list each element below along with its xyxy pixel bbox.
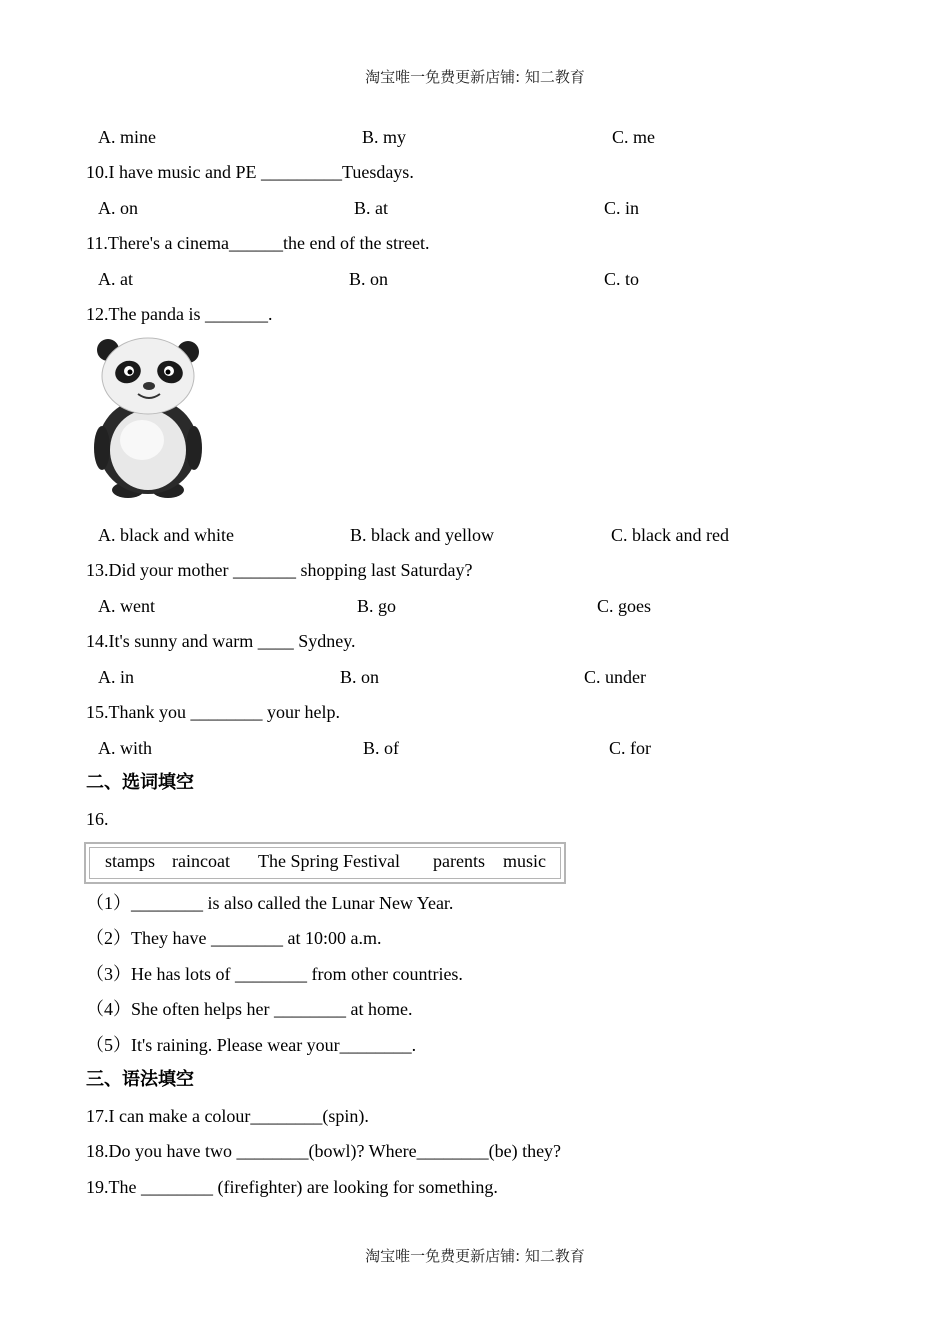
- question-10: 10.I have music and PE _________Tuesdays.: [86, 162, 414, 182]
- q12-option-a: A. black and white: [98, 525, 234, 545]
- q15-option-a: A. with: [98, 738, 152, 758]
- q14-option-a: A. in: [98, 667, 134, 687]
- fill-item-3: （3）He has lots of ________ from other countries.: [86, 964, 463, 984]
- question-18: 18.Do you have two ________(bowl)? Where________(be) they?: [86, 1141, 562, 1161]
- q9-option-b: B. my: [362, 127, 407, 147]
- word-bank-item-spring-festival: The Spring Festival: [258, 851, 400, 871]
- word-bank-item-stamps: stamps: [105, 851, 156, 871]
- q12-option-c: C. black and red: [611, 525, 729, 545]
- q10-option-a: A. on: [98, 198, 138, 218]
- question-16-number: 16.: [86, 809, 109, 829]
- q15-option-c: C. for: [609, 738, 651, 758]
- q13-option-a: A. went: [98, 596, 155, 616]
- q11-option-a: A. at: [98, 269, 133, 289]
- q13-option-c: C. goes: [597, 596, 651, 616]
- q10-option-c: C. in: [604, 198, 640, 218]
- fill-item-4: （4）She often helps her ________ at home.: [86, 999, 413, 1019]
- q10-option-b: B. at: [354, 198, 388, 218]
- q15-option-b: B. of: [363, 738, 399, 758]
- q11-option-c: C. to: [604, 269, 640, 289]
- question-17: 17.I can make a colour________(spin).: [86, 1106, 369, 1126]
- word-bank-item-music: music: [503, 851, 546, 871]
- question-19: 19.The ________ (firefighter) are looking for something.: [86, 1177, 498, 1197]
- fill-item-5: （5）It's raining. Please wear your________.: [86, 1035, 417, 1055]
- section-3-title: 三、语法填空: [86, 1069, 194, 1090]
- q9-option-a: A. mine: [98, 127, 156, 147]
- section-2-title: 二、选词填空: [86, 772, 194, 793]
- q11-option-b: B. on: [349, 269, 389, 289]
- q9-option-c: C. me: [612, 127, 655, 147]
- question-13: 13.Did your mother _______ shopping last Saturday?: [86, 560, 473, 580]
- question-12: 12.The panda is _______.: [86, 304, 273, 324]
- fill-item-1: （1）________ is also called the Lunar New Year.: [86, 893, 454, 913]
- question-14: 14.It's sunny and warm ____ Sydney.: [86, 631, 356, 651]
- panda-image: [92, 336, 204, 500]
- fill-item-2: （2）They have ________ at 10:00 a.m.: [86, 928, 382, 948]
- word-bank-item-parents: parents: [433, 851, 485, 871]
- word-bank-item-raincoat: raincoat: [172, 851, 230, 871]
- q14-option-b: B. on: [340, 667, 380, 687]
- question-15: 15.Thank you ________ your help.: [86, 702, 340, 722]
- q13-option-b: B. go: [357, 596, 397, 616]
- page-footer: 淘宝唯一免费更新店铺: 知二教育: [365, 1247, 585, 1265]
- q12-option-b: B. black and yellow: [350, 525, 494, 545]
- q14-option-c: C. under: [584, 667, 646, 687]
- question-11: 11.There's a cinema______the end of the street.: [86, 233, 430, 253]
- page-header: 淘宝唯一免费更新店铺: 知二教育: [365, 68, 585, 86]
